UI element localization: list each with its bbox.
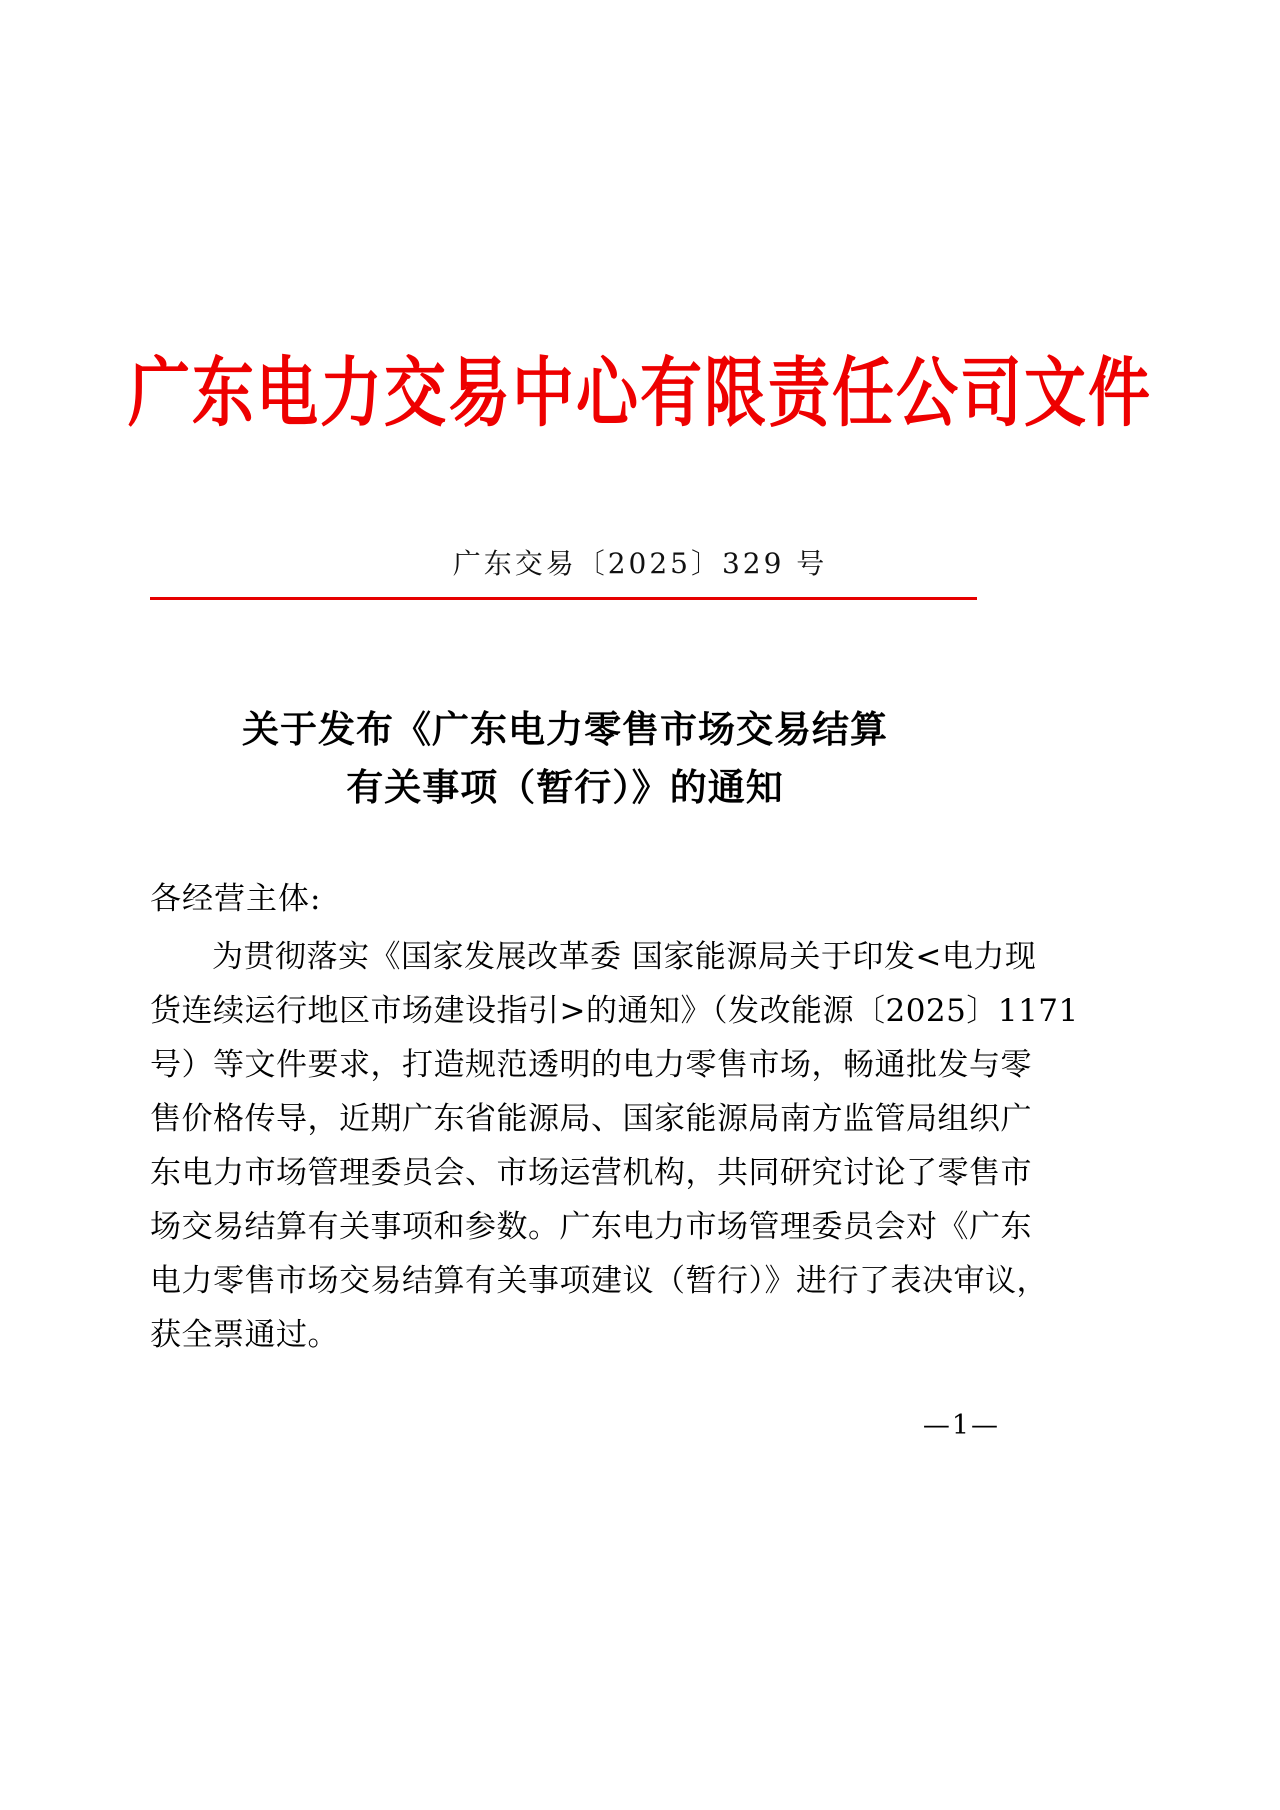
document-heading xyxy=(150,700,980,816)
body-line: 为贯彻落实《国家发展改革委 国家能源局关于印发<电力现 xyxy=(212,939,1037,975)
salutation: 各经营主体: xyxy=(150,881,322,917)
document-heading-line-1: 关于发布《广东电力零售市场交易结算 xyxy=(242,707,888,751)
letterhead-title: 广东电力交易中心有限责任公司文件 xyxy=(127,348,1152,438)
document-serial-number: 广东交易〔2025〕329 号 xyxy=(452,547,828,580)
page-number: —1— xyxy=(922,1410,1000,1441)
document-heading-line-2: 有关事项（暂行）》的通知 xyxy=(346,765,784,809)
body-line: 东电力市场管理委员会、市场运营机构，共同研究讨论了零售市 xyxy=(150,1155,1032,1191)
body-line: 号）等文件要求，打造规范透明的电力零售市场，畅通批发与零 xyxy=(150,1047,1032,1083)
red-separator-rule xyxy=(150,597,977,600)
body-line: 场交易结算有关事项和参数。广东电力市场管理委员会对《广东 xyxy=(150,1209,1032,1245)
letterhead xyxy=(0,348,1280,438)
body-line: 货连续运行地区市场建设指引>的通知》（发改能源〔2025〕1171 xyxy=(150,993,1079,1029)
body-line: 获全票通过。 xyxy=(150,1317,339,1353)
body-line: 售价格传导，近期广东省能源局、国家能源局南方监管局组织广 xyxy=(150,1101,1032,1137)
body-line: 电力零售市场交易结算有关事项建议（暂行）》进行了表决审议， xyxy=(150,1263,1048,1299)
body-text xyxy=(150,930,1079,1362)
document-serial-number-row xyxy=(0,542,1280,582)
